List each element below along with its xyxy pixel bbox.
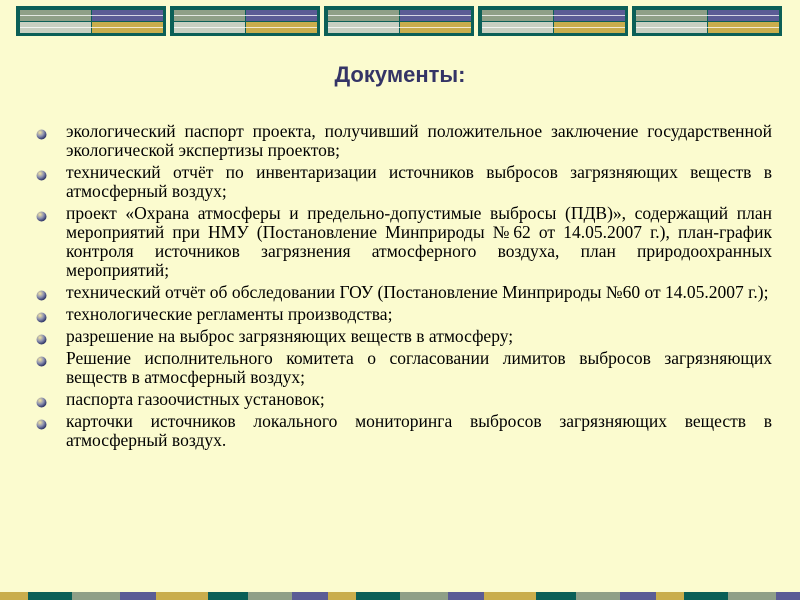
tile-stripe	[328, 15, 471, 16]
tile-stripe	[636, 15, 779, 16]
list-item	[36, 305, 772, 324]
list-item-text: карточки источников локального мониторинга выбросов загрязняющих веществ в атмосферный воздух.	[66, 411, 772, 450]
decorative-tile	[478, 6, 628, 36]
list-item-text: экологический паспорт проекта, получивший положительное заключение государственной экологической экспертизы проектов;	[66, 121, 772, 160]
strip-segment	[248, 592, 292, 600]
list-item	[36, 327, 772, 346]
sphere-bullet-icon	[36, 286, 47, 297]
tile-stripe	[20, 27, 163, 28]
strip-segment	[656, 592, 684, 600]
list-item-text: технический отчёт об обследовании ГОУ (Постановление Минприроды №60 от 14.05.2007 г.);	[66, 282, 769, 302]
list-item-text: проект «Охрана атмосферы и предельно-допустимые выбросы (ПДВ)», содержащий план мероприятий при НМУ (Постановление Минприроды №62 от 14.05.2007 г.), план-график контроля источников загрязнения атмосферного воздуха, план природоохранных мероприятий;	[66, 203, 772, 280]
sphere-bullet-icon	[36, 308, 47, 319]
strip-segment	[72, 592, 120, 600]
list-item-text: технологические регламенты производства;	[66, 304, 393, 324]
sphere-bullet-icon	[36, 352, 47, 363]
sphere-bullet-icon	[36, 207, 47, 218]
list-item	[36, 412, 772, 450]
sphere-bullet-icon	[36, 330, 47, 341]
list-item	[36, 349, 772, 387]
tile-stripe	[20, 15, 163, 16]
bottom-decorative-bar	[0, 592, 800, 600]
strip-segment	[400, 592, 448, 600]
strip-segment	[0, 592, 28, 600]
top-decorative-bar	[16, 6, 784, 36]
list-item-text: Решение исполнительного комитета о согласовании лимитов выбросов загрязняющих веществ в атмосферный воздух;	[66, 348, 772, 387]
list-item	[36, 390, 772, 409]
documents-list	[36, 122, 772, 453]
strip-segment	[28, 592, 72, 600]
tile-stripe	[328, 27, 471, 28]
strip-segment	[684, 592, 728, 600]
strip-segment	[328, 592, 356, 600]
strip-segment	[576, 592, 620, 600]
strip-segment	[536, 592, 576, 600]
strip-segment	[776, 592, 800, 600]
strip-segment	[356, 592, 400, 600]
strip-segment	[728, 592, 776, 600]
strip-segment	[448, 592, 484, 600]
tile-stripe	[482, 15, 625, 16]
decorative-tile	[16, 6, 166, 36]
list-item-text: паспорта газоочистных установок;	[66, 389, 325, 409]
list-item-text: технический отчёт по инвентаризации источников выбросов загрязняющих веществ в атмосферный воздух;	[66, 162, 772, 201]
list-item	[36, 204, 772, 280]
strip-segment	[620, 592, 656, 600]
list-item	[36, 283, 772, 302]
strip-segment	[292, 592, 328, 600]
sphere-bullet-icon	[36, 125, 47, 136]
strip-segment	[208, 592, 248, 600]
slide-title: Документы:	[334, 62, 466, 87]
sphere-bullet-icon	[36, 415, 47, 426]
strip-segment	[156, 592, 208, 600]
decorative-tile	[170, 6, 320, 36]
tile-stripe	[482, 27, 625, 28]
sphere-bullet-icon	[36, 166, 47, 177]
tile-stripe	[174, 15, 317, 16]
strip-segment	[484, 592, 536, 600]
decorative-tile	[632, 6, 782, 36]
decorative-tile	[324, 6, 474, 36]
sphere-bullet-icon	[36, 393, 47, 404]
list-item	[36, 163, 772, 201]
tile-stripe	[636, 27, 779, 28]
tile-stripe	[174, 27, 317, 28]
list-item-text: разрешение на выброс загрязняющих веществ в атмосферу;	[66, 326, 514, 346]
list-item	[36, 122, 772, 160]
strip-segment	[120, 592, 156, 600]
